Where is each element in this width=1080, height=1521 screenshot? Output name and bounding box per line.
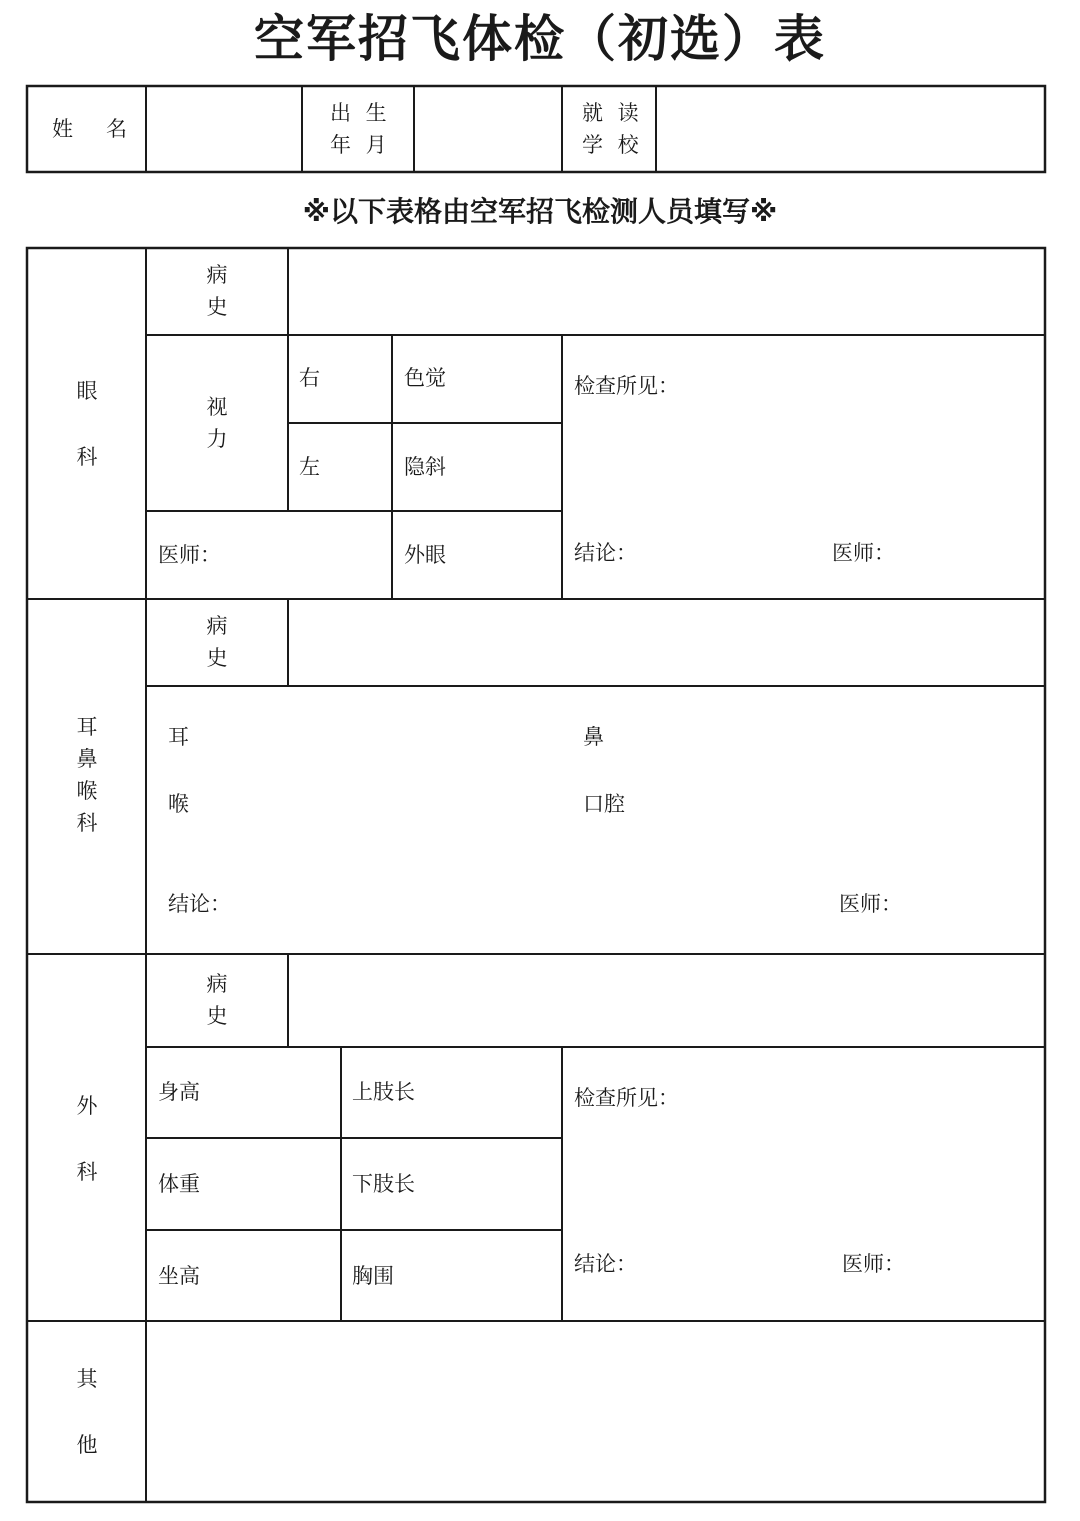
- nose-label: 鼻: [583, 725, 604, 749]
- school-field[interactable]: [658, 88, 1043, 170]
- school-label-line-1: 就 读: [582, 101, 643, 125]
- eye-section-label: 眼科: [76, 379, 98, 469]
- throat-label: 喉: [168, 792, 189, 816]
- strabismus-label: 隐斜: [404, 455, 446, 479]
- height-label: 身高: [158, 1080, 200, 1104]
- sitting-height-label: 坐高: [158, 1264, 200, 1288]
- vision-left-label: 左: [299, 455, 320, 479]
- weight-label: 体重: [158, 1172, 200, 1196]
- surgery-doctor-label: 医师：: [842, 1252, 905, 1276]
- birth-label-line-1: 出 生: [330, 101, 391, 125]
- exam-table-border: [27, 248, 1045, 1502]
- chest-label: 胸围: [352, 1264, 394, 1288]
- ear-label: 耳: [168, 725, 189, 749]
- mouth-label: 口腔: [583, 792, 625, 816]
- page-title: 空军招飞体检（初选）表: [254, 10, 826, 68]
- other-field[interactable]: [148, 1323, 1043, 1500]
- ent-conclusion-label: 结论：: [168, 892, 231, 916]
- upper-limb-label: 上肢长: [352, 1080, 415, 1104]
- outer-eye-label: 外眼: [404, 543, 446, 567]
- surgery-section-label: 外科: [76, 1094, 98, 1184]
- ent-history-field[interactable]: [290, 601, 1043, 684]
- surgery-history-label: 病史: [206, 972, 228, 1028]
- ent-section-label: 耳鼻喉科: [76, 715, 98, 835]
- eye-history-field[interactable]: [290, 250, 1043, 333]
- ent-doctor-label: 医师：: [839, 892, 902, 916]
- school-label-line-2: 学 校: [582, 133, 643, 157]
- eye-vision-doctor-label: 医师：: [158, 543, 221, 567]
- surgery-conclusion-label: 结论：: [574, 1252, 637, 1276]
- vision-right-label: 右: [299, 366, 320, 390]
- surgery-history-field[interactable]: [290, 956, 1043, 1045]
- birth-field[interactable]: [416, 88, 560, 170]
- name-field[interactable]: [148, 88, 300, 170]
- color-sense-label: 色觉: [404, 366, 446, 390]
- eye-conclusion-label: 结论：: [574, 541, 637, 565]
- eye-history-label: 病史: [206, 263, 228, 319]
- surgery-findings-label: 检查所见：: [574, 1086, 679, 1110]
- eye-doctor-label: 医师：: [832, 541, 895, 565]
- fill-instruction-note: ※以下表格由空军招飞检测人员填写※: [302, 195, 778, 228]
- ent-history-label: 病史: [206, 614, 228, 670]
- name-label: 姓 名: [52, 117, 133, 141]
- lower-limb-label: 下肢长: [352, 1172, 415, 1196]
- eye-findings-label: 检查所见：: [574, 374, 679, 398]
- vision-label: 视力: [206, 395, 228, 451]
- birth-label-line-2: 年 月: [330, 133, 391, 157]
- other-section-label: 其他: [76, 1367, 98, 1457]
